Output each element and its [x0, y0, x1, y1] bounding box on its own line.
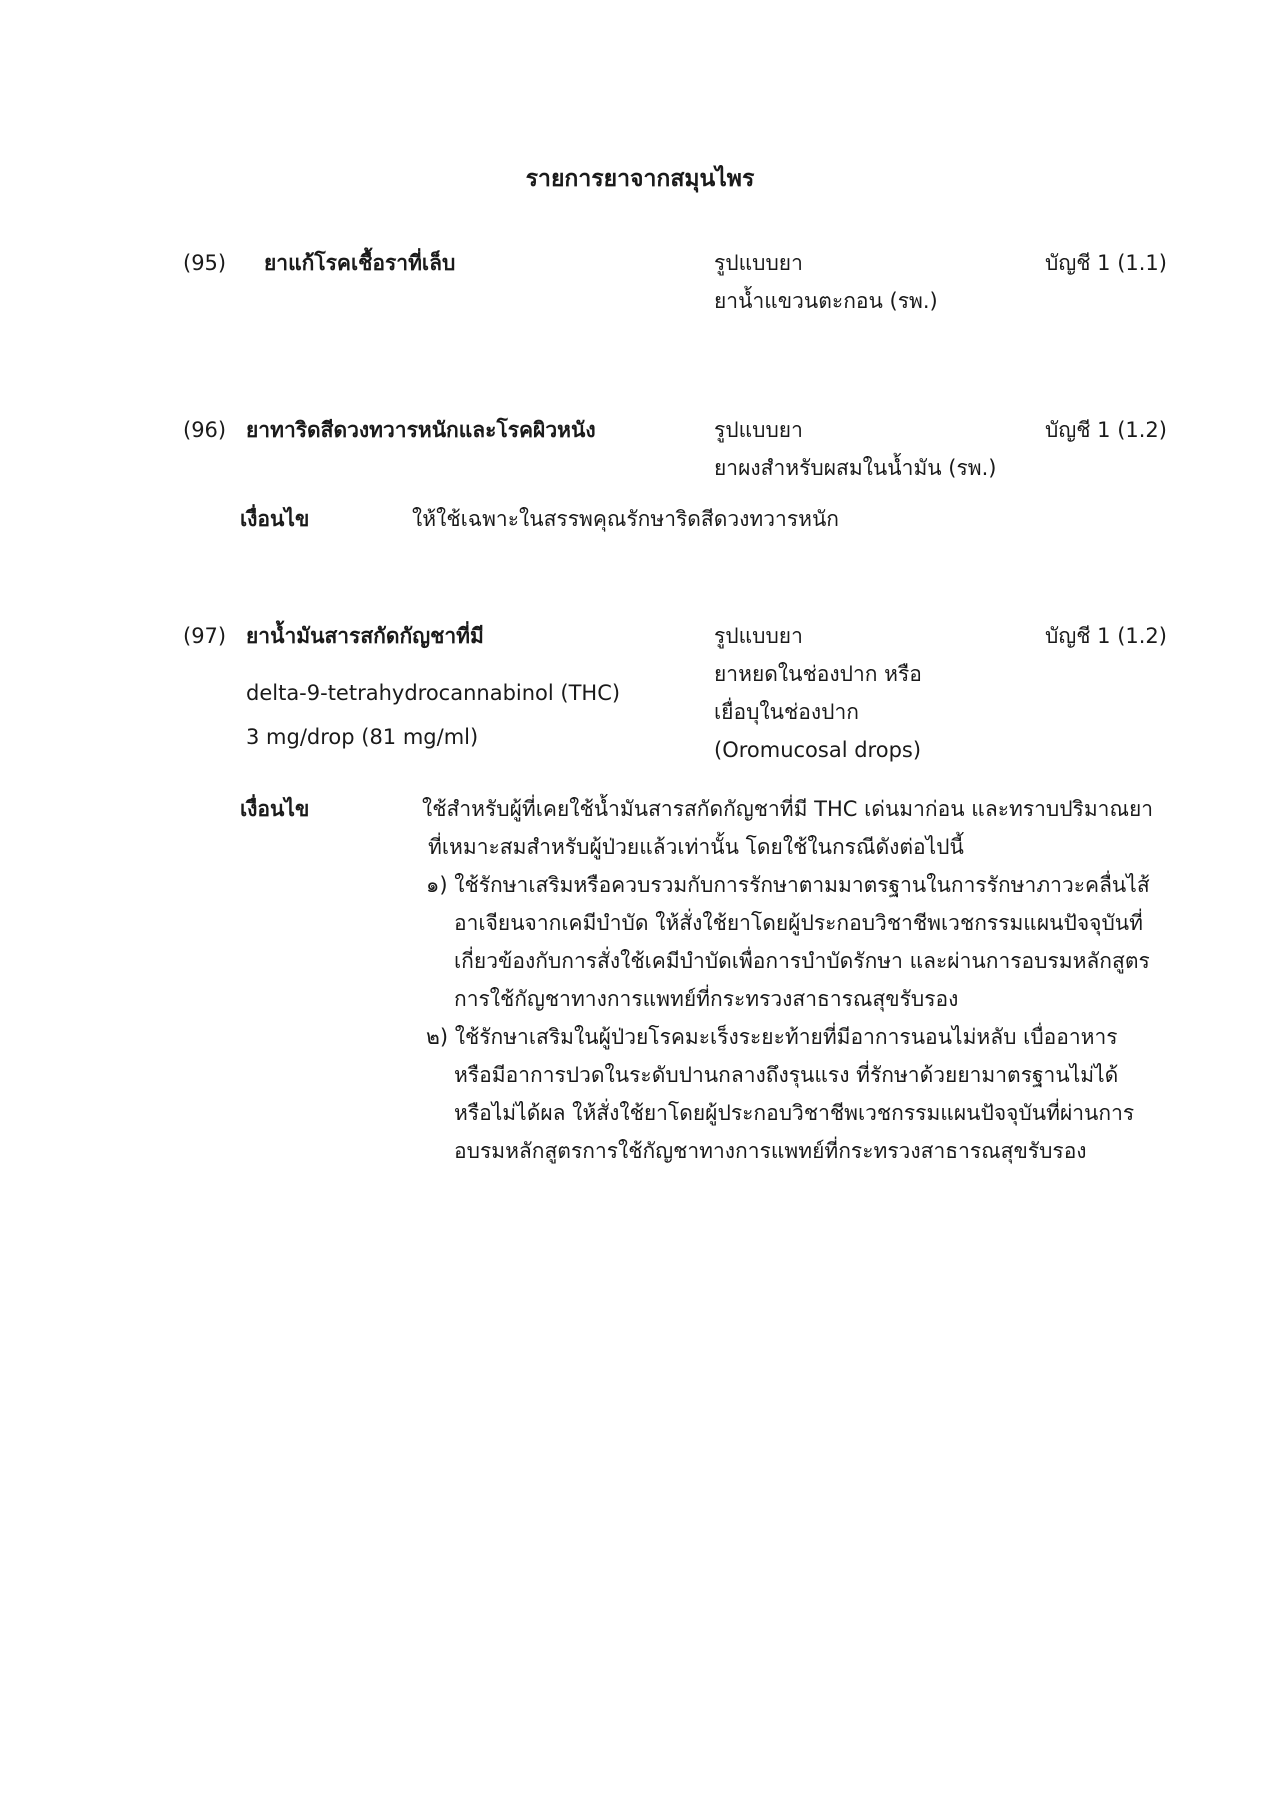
condition-line: หรือมีอาการปวดในระดับปานกลางถึงรุนแรง ที่รักษาด้วยยามาตรฐานไม่ได้: [454, 1063, 1119, 1087]
condition-item-2: ๒) ใช้รักษาเสริมในผู้ป่วยโรคมะเร็งระยะท้ายที่มีอาการนอนไม่หลับ เบื่ออาหาร: [426, 1025, 1118, 1049]
dosage-form: [714, 617, 922, 769]
dosage-form-label: รูปแบบยา: [714, 418, 803, 442]
condition-line: การใช้กัญชาทางการแพทย์ที่กระทรวงสาธารณสุขรับรอง: [454, 987, 959, 1011]
condition-line: ใช้สำหรับผู้ที่เคยใช้น้ำมันสารสกัดกัญชาที่มี THC เด่นมาก่อน และทราบปริมาณยา: [422, 797, 1154, 821]
condition-line: เกี่ยวข้องกับการสั่งใช้เคมีบำบัดเพื่อการบำบัดรักษา และผ่านการอบรมหลักสูตร: [454, 949, 1150, 973]
condition-line: หรือไม่ได้ผล ให้สั่งใช้ยาโดยผู้ประกอบวิชาชีพเวชกรรมแผนปัจจุบันที่ผ่านการ: [454, 1101, 1135, 1125]
entry-number: (95): [183, 251, 227, 275]
dosage-form-value: (Oromucosal drops): [714, 738, 922, 762]
generic-name: delta-9-tetrahydrocannabinol (THC): [246, 681, 621, 705]
page-title: รายการยาจากสมุนไพร: [525, 166, 755, 192]
condition-line: อบรมหลักสูตรการใช้กัญชาทางการแพทย์ที่กระทรวงสาธารณสุขรับรอง: [454, 1139, 1087, 1163]
dosage-form-label: รูปแบบยา: [714, 251, 803, 275]
strength: 3 mg/drop (81 mg/ml): [246, 725, 479, 749]
condition-text: ให้ใช้เฉพาะในสรรพคุณรักษาริดสีดวงทวารหนัก: [412, 507, 840, 531]
drug-name: ยาทาริดสีดวงทวารหนักและโรคผิวหนัง: [246, 418, 596, 442]
drug-name: ยาน้ำมันสารสกัดกัญชาที่มี: [246, 624, 484, 648]
dosage-form-label: รูปแบบยา: [714, 624, 803, 648]
entry-number: (96): [183, 418, 227, 442]
dosage-form-value: เยื่อบุในช่องปาก: [714, 700, 859, 724]
dosage-form-value: ยาหยดในช่องปาก หรือ: [714, 662, 922, 686]
drug-list-category: บัญชี 1 (1.1): [1045, 251, 1167, 275]
condition-text-block: [422, 790, 1182, 1170]
generic-name-block: [246, 671, 620, 759]
dosage-form: [714, 244, 938, 320]
condition-label: เงื่อนไข: [240, 797, 310, 821]
dosage-form-value: ยาน้ำแขวนตะกอน (รพ.): [714, 289, 938, 313]
condition-line: อาเจียนจากเคมีบำบัด ให้สั่งใช้ยาโดยผู้ประกอบวิชาชีพเวชกรรมแผนปัจจุบันที่: [454, 911, 1143, 935]
condition-item-1: ๑) ใช้รักษาเสริมหรือควบรวมกับการรักษาตามมาตรฐานในการรักษาภาวะคลื่นไส้: [426, 873, 1150, 897]
drug-list-category: บัญชี 1 (1.2): [1045, 418, 1167, 442]
dosage-form: [714, 411, 997, 487]
entry-number: (97): [183, 624, 227, 648]
condition-label: เงื่อนไข: [240, 507, 310, 531]
condition-line: ที่เหมาะสมสำหรับผู้ป่วยแล้วเท่านั้น โดยใช้ในกรณีดังต่อไปนี้: [428, 835, 964, 859]
drug-name: ยาแก้โรคเชื้อราที่เล็บ: [264, 251, 456, 275]
drug-list-category: บัญชี 1 (1.2): [1045, 624, 1167, 648]
dosage-form-value: ยาผงสำหรับผสมในน้ำมัน (รพ.): [714, 456, 997, 480]
